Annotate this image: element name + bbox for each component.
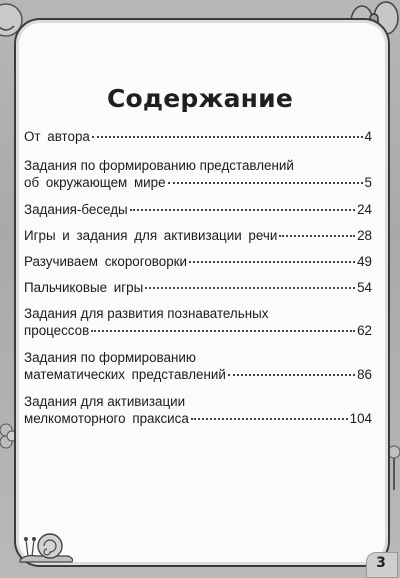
toc-page-number: 49: [357, 254, 372, 269]
leader-dots: [92, 136, 363, 138]
snail-icon: [16, 520, 76, 564]
toc-entry-title: Задания-беседы: [24, 202, 128, 217]
toc-entry: [24, 157, 372, 191]
toc-entry-title: Задания по формированию представлений: [24, 158, 294, 173]
leader-dots: [189, 261, 355, 263]
toc-entry: [24, 253, 372, 270]
toc-entry: [24, 349, 372, 383]
toc-entry: [24, 128, 372, 145]
toc-page-number: 5: [364, 175, 372, 190]
leader-dots: [279, 235, 355, 237]
toc-page-number: 54: [357, 280, 372, 295]
leader-dots: [130, 209, 355, 211]
page-title: Содержание: [106, 84, 294, 113]
leader-dots: [91, 330, 355, 332]
toc-entry: [24, 279, 372, 296]
leader-dots: [145, 287, 355, 289]
toc-entry: [24, 393, 372, 427]
leader-dots: [191, 418, 348, 420]
toc-entry-title: Задания по формированию: [24, 350, 196, 365]
toc-entry-title: Задания для активизации: [24, 394, 186, 409]
toc-page-number: 104: [349, 411, 372, 426]
toc-entry-title: Задания для развития познавательных: [24, 306, 269, 321]
leader-dots: [228, 374, 355, 376]
toc-page-number: 62: [357, 323, 372, 338]
page-number: 3: [376, 555, 386, 571]
toc-entry: [24, 227, 372, 244]
toc-entry-title: Игры и задания для активизации речи: [24, 228, 278, 243]
toc-entry-title-cont: об окружающем мире: [24, 175, 166, 190]
toc-entry: [24, 305, 372, 339]
toc-page-number: 28: [357, 228, 372, 243]
toc-entry-title-cont: процессов: [24, 323, 90, 338]
toc-entry-title-cont: математических представлений: [24, 367, 226, 382]
leader-dots: [168, 182, 363, 184]
toc-page-number: 24: [357, 202, 372, 217]
toc-entry-title: От автора: [24, 129, 90, 144]
toc-entry-title: Пальчиковые игры: [24, 280, 144, 295]
toc-page-number: 86: [357, 367, 372, 382]
toc-entry: [24, 201, 372, 218]
toc-page-number: 4: [364, 129, 372, 144]
toc-entry-title-cont: мелкомоторного праксиса: [24, 411, 189, 426]
toc-entry-title: Разучиваем скороговорки: [24, 254, 187, 269]
